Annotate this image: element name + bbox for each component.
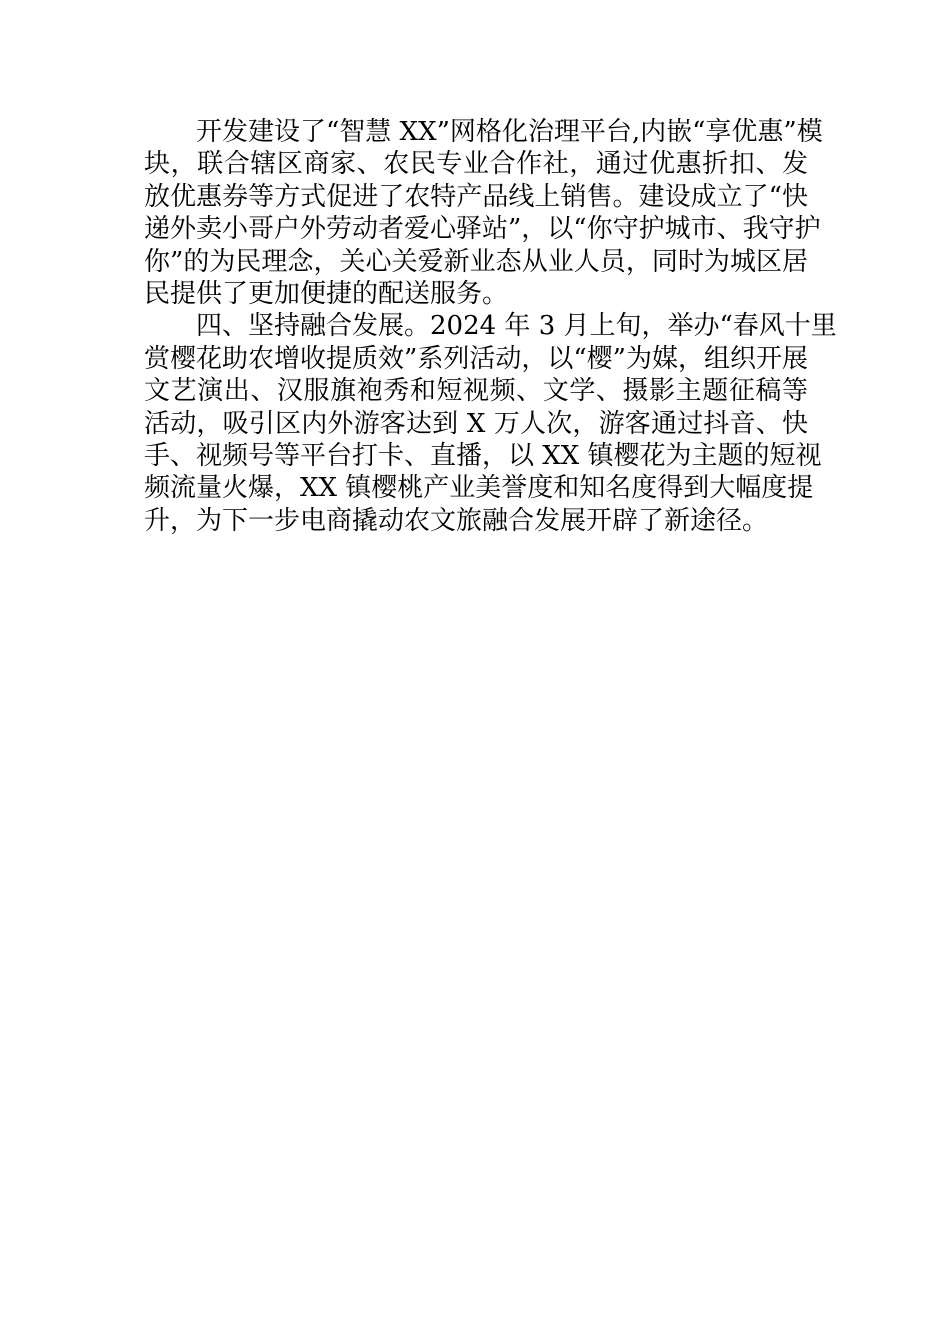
text-line: 手、视频号等平台打卡、直播，以 XX 镇樱花为主题的短视 [144,440,822,471]
text-line: 块，联合辖区商家、农民专业合作社，通过优惠折扣、发 [144,149,808,180]
text-line: 升，为下一步电商撬动农文旅融合发展开辟了新途径。 [144,505,769,536]
text-line: 四、坚持融合发展。2024 年 3 月上旬，举办“春风十里 [196,311,837,342]
text-line: 文艺演出、汉服旗袍秀和短视频、文学、摄影主题征稿等 [144,376,808,407]
text-line: 放优惠券等方式促进了农特产品线上销售。建设成立了“快 [144,181,808,212]
paragraph-1 [144,116,823,310]
text-line: 赏樱花助农增收提质效”系列活动，以“樱”为媒，组织开展 [144,343,808,374]
document-body [144,116,837,537]
text-line: 活动，吸引区内外游客达到 X 万人次，游客通过抖音、快 [144,408,808,439]
text-line: 民提供了更加便捷的配送服务。 [144,278,509,309]
paragraph-2 [144,310,837,537]
text-line: 递外卖小哥户外劳动者爱心驿站”，以“你守护城市、我守护 [144,214,821,245]
text-line: 频流量火爆，XX 镇樱桃产业美誉度和知名度得到大幅度提 [144,473,814,504]
text-line: 你”的为民理念，关心关爱新业态从业人员，同时为城区居 [144,246,808,277]
text-line: 开发建设了“智慧 XX”网格化治理平台,内嵌“享优惠”模 [196,117,823,147]
